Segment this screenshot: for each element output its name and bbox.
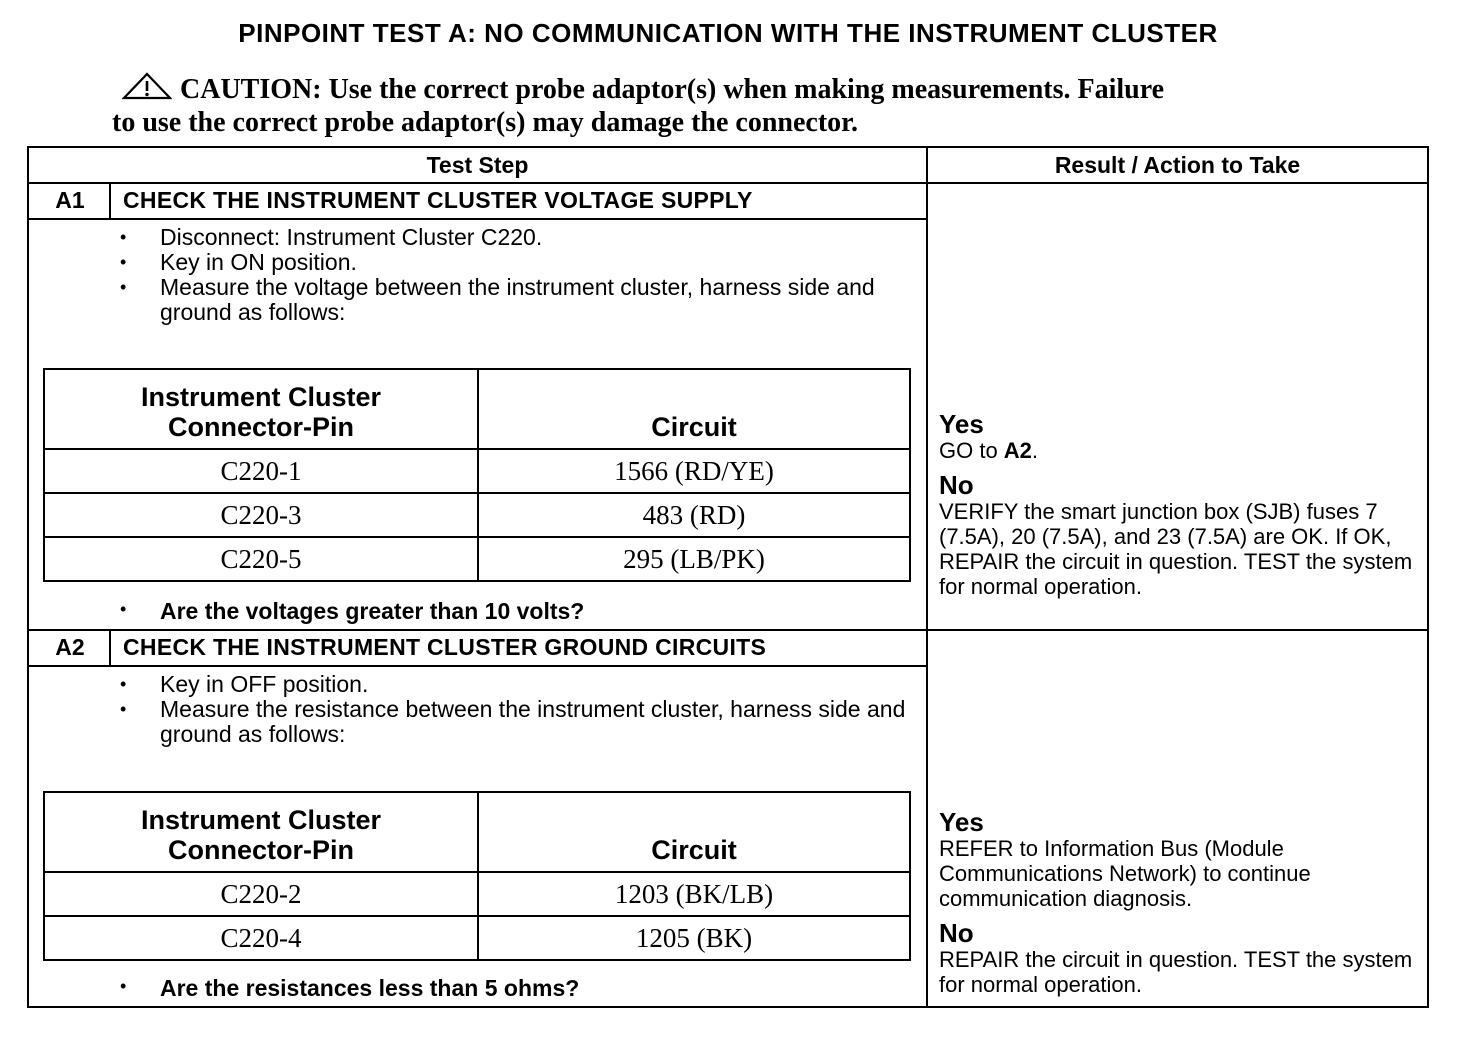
step-title-a2: CHECK THE INSTRUMENT CLUSTER GROUND CIRCUITS bbox=[123, 634, 767, 660]
pin-cell: C220-3 bbox=[44, 493, 478, 537]
caution-text-line1: Use the correct probe adaptor(s) when making measurements. Failure bbox=[328, 74, 1165, 105]
result-yes-label: Yes bbox=[939, 409, 984, 439]
page-title: PINPOINT TEST A: NO COMMUNICATION WITH THE INSTRUMENT CLUSTER bbox=[238, 18, 1218, 48]
result-no-text: VERIFY the smart junction box (SJB) fuses 7 (7.5A), 20 (7.5A), and 23 (7.5A) are OK. If OK, REPAIR the circuit in question. TEST the system for normal operation. bbox=[939, 499, 1413, 599]
step-id-a1: A1 bbox=[55, 187, 85, 213]
a2-measurement-table bbox=[43, 791, 911, 961]
result-yes-text: GO to A2. bbox=[939, 438, 1039, 463]
warning-triangle-icon bbox=[122, 72, 172, 107]
header-test-step: Test Step bbox=[426, 152, 529, 178]
header-result: Result / Action to Take bbox=[1054, 152, 1301, 178]
result-no-label: No bbox=[939, 918, 974, 948]
step-a2-result bbox=[939, 808, 1419, 997]
caution-text-line2: to use the correct probe adaptor(s) may damage the connector. bbox=[112, 107, 859, 138]
caution-note bbox=[112, 72, 1332, 138]
result-yes-label: Yes bbox=[939, 807, 984, 837]
list-item: • Key in OFF position. bbox=[120, 672, 910, 697]
col-header-circuit: Circuit bbox=[478, 792, 910, 872]
step-a1-result bbox=[939, 410, 1419, 599]
list-item: • Measure the resistance between the instrument cluster, harness side and ground as follows: bbox=[120, 697, 910, 747]
step-ref-a2[interactable]: A2 bbox=[1003, 438, 1032, 463]
pin-cell: C220-1 bbox=[44, 449, 478, 493]
pin-cell: C220-5 bbox=[44, 537, 478, 581]
a1-measurement-table bbox=[43, 368, 911, 582]
circuit-cell: 483 (RD) bbox=[478, 493, 910, 537]
list-item: • Key in ON position. bbox=[120, 250, 880, 275]
caution-label: CAUTION: bbox=[180, 74, 322, 105]
step-a2-instructions bbox=[120, 672, 910, 747]
table-row bbox=[44, 493, 910, 537]
table-row bbox=[44, 449, 910, 493]
a2-title-rule bbox=[27, 665, 927, 667]
step-a1-instructions bbox=[120, 225, 880, 325]
col-header-connector-pin: Instrument Cluster Connector-Pin bbox=[44, 369, 478, 449]
step-a2-question: • Are the resistances less than 5 ohms? bbox=[120, 975, 579, 1002]
step-a1-question: • Are the voltages greater than 10 volts? bbox=[120, 598, 584, 625]
pin-cell: C220-4 bbox=[44, 916, 478, 960]
circuit-cell: 1203 (BK/LB) bbox=[478, 872, 910, 916]
result-yes-text: REFER to Information Bus (Module Communications Network) to continue communication diagnosis. bbox=[939, 836, 1311, 911]
step-id-a2: A2 bbox=[55, 634, 85, 660]
col-header-connector-pin: Instrument Cluster Connector-Pin bbox=[44, 792, 478, 872]
table-row bbox=[44, 872, 910, 916]
circuit-cell: 1566 (RD/YE) bbox=[478, 449, 910, 493]
circuit-cell: 295 (LB/PK) bbox=[478, 537, 910, 581]
column-divider bbox=[926, 146, 928, 1008]
list-item: • Disconnect: Instrument Cluster C220. bbox=[120, 225, 880, 250]
pin-cell: C220-2 bbox=[44, 872, 478, 916]
circuit-cell: 1205 (BK) bbox=[478, 916, 910, 960]
table-row bbox=[44, 916, 910, 960]
col-header-circuit: Circuit bbox=[478, 369, 910, 449]
result-no-text: REPAIR the circuit in question. TEST the system for normal operation. bbox=[939, 947, 1413, 997]
table-row bbox=[44, 537, 910, 581]
a1-title-rule bbox=[27, 218, 927, 220]
step-title-a1: CHECK THE INSTRUMENT CLUSTER VOLTAGE SUPPLY bbox=[123, 187, 753, 213]
list-item: • Measure the voltage between the instrument cluster, harness side and ground as follows: bbox=[120, 275, 880, 325]
result-no-label: No bbox=[939, 470, 974, 500]
